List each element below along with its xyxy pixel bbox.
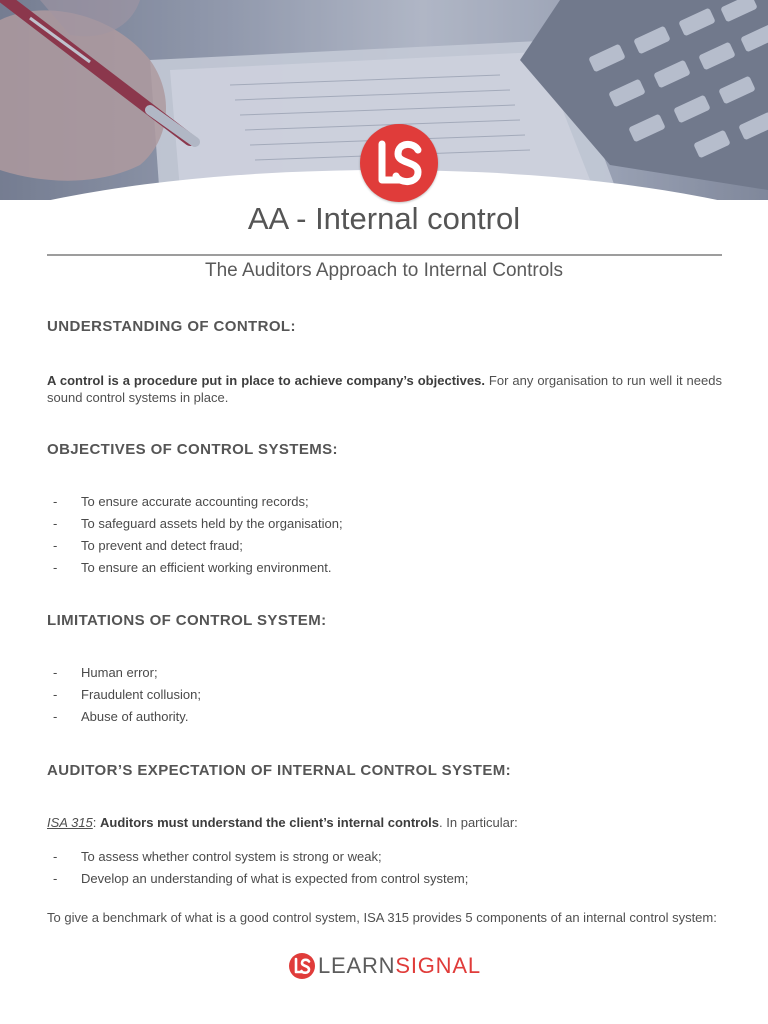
brand-wordmark-part1: LEARN <box>318 953 396 978</box>
list-bullet: - <box>53 665 58 680</box>
understanding-text: For any organisation to run well it needs sound control systems in place. <box>47 373 722 405</box>
title-divider <box>47 254 722 256</box>
section-heading-objectives: OBJECTIVES OF CONTROL SYSTEMS: <box>47 441 338 458</box>
list-item <box>47 868 722 890</box>
list-bullet: - <box>53 709 58 724</box>
document-title: AA - Internal control <box>247 201 521 236</box>
list-item <box>47 662 722 684</box>
brand-wordmark-part2: SIGNAL <box>395 953 481 978</box>
components-paragraph: To give a benchmark of what is a good control system, ISA 315 provides 5 components of an internal control system: <box>47 910 717 925</box>
understanding-bold-text: A control is a procedure put in place to achieve company’s objectives. <box>47 373 485 388</box>
section-heading-understanding: UNDERSTANDING OF CONTROL: <box>47 318 296 335</box>
list-item <box>47 535 722 557</box>
list-bullet: - <box>53 871 58 886</box>
expectation-list <box>47 846 722 890</box>
list-bullet: - <box>53 516 58 531</box>
list-item-text: To assess whether control system is strong or weak; <box>81 849 382 864</box>
list-item-text: Abuse of authority. <box>81 709 189 724</box>
ls-logo-icon <box>289 953 315 979</box>
list-bullet: - <box>53 687 58 702</box>
list-item <box>47 846 722 868</box>
list-bullet: - <box>53 560 58 575</box>
list-item <box>47 706 722 728</box>
list-item-text: Human error; <box>81 665 158 680</box>
isa-reference: ISA 315 <box>47 815 93 830</box>
objectives-list <box>47 491 722 579</box>
list-item <box>47 513 722 535</box>
list-item <box>47 557 722 579</box>
section-heading-limitations: LIMITATIONS OF CONTROL SYSTEM: <box>47 612 327 629</box>
ls-logo-icon <box>360 124 438 202</box>
expectation-paragraph <box>47 815 722 832</box>
list-item-text: To ensure an efficient working environment. <box>81 560 332 575</box>
limitations-list <box>47 662 722 728</box>
brand-wordmark <box>318 952 481 980</box>
list-item-text: Develop an understanding of what is expected from control system; <box>81 871 469 886</box>
isa-colon: : <box>92 815 101 830</box>
footer-brand-logo <box>289 952 489 982</box>
expectation-text: . In particular: <box>439 815 518 830</box>
list-item-text: To prevent and detect fraud; <box>81 538 243 553</box>
expectation-bold-text: Auditors must understand the client’s internal controls <box>100 815 440 830</box>
document-subtitle: The Auditors Approach to Internal Controls <box>204 260 564 281</box>
list-bullet: - <box>53 494 58 509</box>
list-item-text: Fraudulent collusion; <box>81 687 201 702</box>
understanding-paragraph <box>47 373 722 406</box>
list-item <box>47 684 722 706</box>
list-bullet: - <box>53 849 58 864</box>
list-item <box>47 491 722 513</box>
section-heading-expectation: AUDITOR’S EXPECTATION OF INTERNAL CONTROL SYSTEM: <box>47 762 512 779</box>
list-bullet: - <box>53 538 58 553</box>
list-item-text: To safeguard assets held by the organisation; <box>81 516 343 531</box>
list-item-text: To ensure accurate accounting records; <box>81 494 309 509</box>
